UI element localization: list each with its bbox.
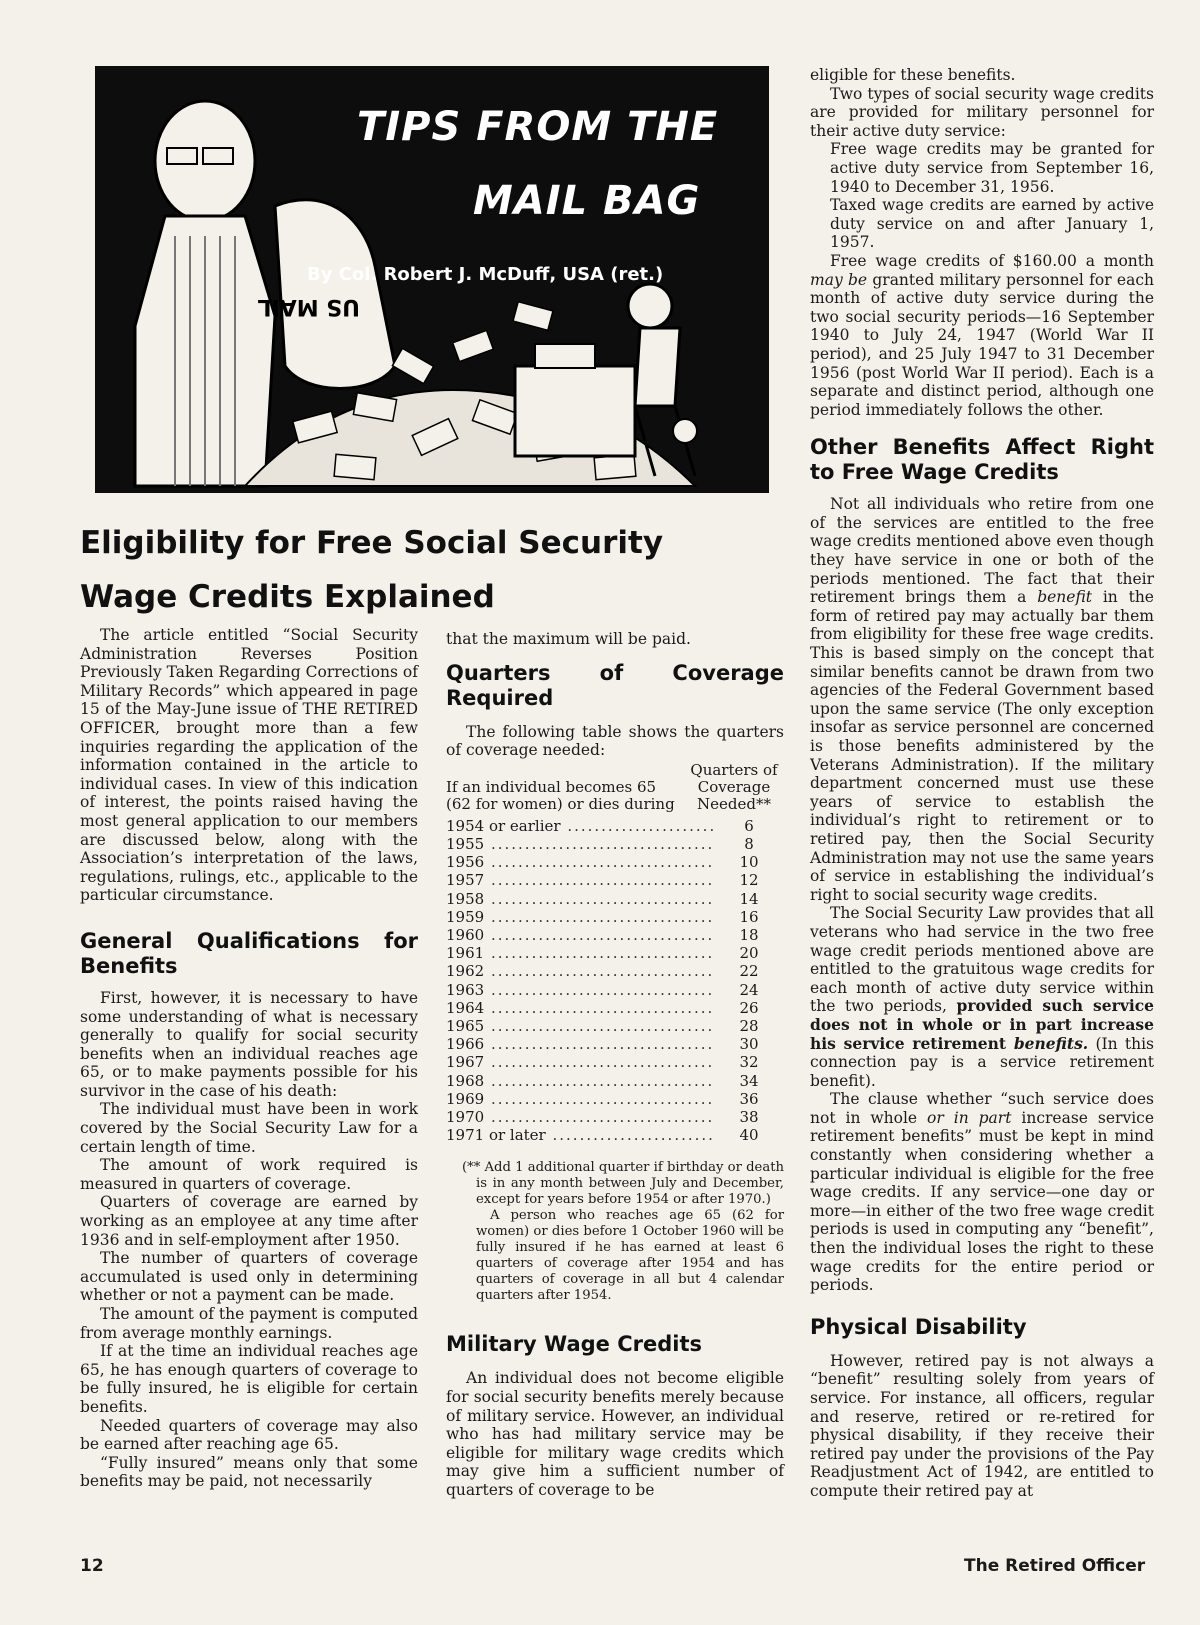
table-cell-quarters: 30 bbox=[739, 1035, 759, 1054]
general-qualifications-heading: General Qualifications for Benefits bbox=[80, 928, 418, 978]
paragraph: Free wage credits may be granted for active duty service from September 16, 1940 to December 31, 1956. bbox=[830, 140, 1154, 196]
paragraph: “Fully insured” means only that some benefits may be paid, not necessarily bbox=[80, 1453, 418, 1491]
table-cell-quarters: 24 bbox=[739, 980, 759, 999]
paragraph: If at the time an individual reaches age 65, he has enough quarters of coverage to be fully insured, he is eligible for certain benefits. bbox=[80, 1342, 418, 1416]
table-row bbox=[446, 890, 784, 908]
table-cell-quarters: 36 bbox=[739, 1089, 759, 1108]
table-cell-year: 1954 or earlier ..... bbox=[446, 817, 714, 835]
table-cell-year: 1962 ..... bbox=[446, 962, 714, 980]
table-cell-quarters: 22 bbox=[739, 962, 759, 981]
text-run-bold: provided such service does not in whole or in part increase his service retirement bbox=[810, 996, 1155, 1053]
table-cell-year: 1959 ..... bbox=[446, 908, 714, 926]
table-cell-quarters: 28 bbox=[739, 1017, 759, 1036]
text-run-italic: may be bbox=[810, 270, 868, 289]
table-cell-quarters: 10 bbox=[739, 853, 759, 872]
table-row bbox=[446, 1035, 784, 1053]
table-cell-year: 1963 ..... bbox=[446, 981, 714, 999]
table-cell-year: 1955 ..... bbox=[446, 835, 714, 853]
table-header-left: If an individual becomes 65 (62 for women) or dies during bbox=[446, 777, 675, 813]
text-run: granted military personnel for each month of active duty service during the two social security periods—16 September 1940 to July 24, 1947 (World War II period), and 25 July 1947 to 31 December 1956 (post World War II period). Each is a separate and distinct period, although one period immediately follows the other. bbox=[810, 270, 1154, 419]
table-cell-year: 1961 ..... bbox=[446, 944, 714, 962]
free-credits-paragraph bbox=[810, 252, 1154, 419]
footnote-1: (** Add 1 additional quarter if birthday or death is in any month between July and December, except for years before 1954 or after 1970.) bbox=[462, 1160, 784, 1208]
table-cell-year: 1960 ..... bbox=[446, 926, 714, 944]
table-cell-year: 1970 ..... bbox=[446, 1108, 714, 1126]
table-cell-quarters: 8 bbox=[744, 834, 754, 853]
coverage-table-header bbox=[446, 762, 784, 813]
paragraph: The amount of the payment is computed from average monthly earnings. bbox=[80, 1305, 418, 1342]
table-cell-quarters: 18 bbox=[739, 926, 759, 944]
table-cell-quarters: 14 bbox=[739, 889, 759, 908]
column-2 bbox=[446, 630, 784, 1500]
table-cell-year: 1966 ..... bbox=[446, 1035, 714, 1053]
table-row bbox=[446, 962, 784, 980]
continuation-text: that the maximum will be paid. bbox=[446, 630, 691, 648]
paragraph: The amount of work required is measured in quarters of coverage. bbox=[80, 1156, 418, 1193]
table-row bbox=[446, 1090, 784, 1108]
text-run: in the form of retired pay may actually bar them from eligibility for these free wage credits. This is based simply on the concept that similar benefits cannot be drawn from two agencies of the Federal Government based upon the same service (The only exception insofar as service personnel are concerned is those benefits administered by the Veterans Administration). If the military department concerned must use these years of service to establish the individual’s right to retirement or to retired pay, then the Social Security Administration may not use the same years of service in establishing the individual’s right to social security wage credits. bbox=[810, 588, 1154, 904]
table-row bbox=[446, 908, 784, 926]
coverage-table bbox=[446, 817, 784, 1145]
table-row bbox=[446, 1053, 784, 1071]
table-cell-quarters: 12 bbox=[739, 871, 759, 890]
other-benefits-heading: Other Benefits Affect Right to Free Wage Credits bbox=[810, 435, 1154, 485]
text-run: Free wage credits of $160.00 a month bbox=[830, 251, 1154, 270]
table-footnote bbox=[446, 1160, 784, 1304]
table-cell-year: 1964 ..... bbox=[446, 999, 714, 1017]
table-row bbox=[446, 944, 784, 962]
text-run-italic: or in part bbox=[927, 1108, 1012, 1127]
table-row bbox=[446, 1108, 784, 1126]
text-run-italic: benefit bbox=[1037, 588, 1093, 607]
table-row bbox=[446, 1126, 784, 1144]
quarters-coverage-heading: Quarters of Coverage Required bbox=[446, 660, 784, 710]
physical-disability-heading: Physical Disability bbox=[810, 1314, 1027, 1339]
header-banner bbox=[95, 66, 769, 493]
table-row bbox=[446, 999, 784, 1017]
text-run-bold-italic: benefits. bbox=[1013, 1033, 1089, 1053]
intro-paragraph: The article entitled “Social Security Administration Reverses Position Previously Taken Regarding Corrections of Military Records” which appeared in page 15 of the May-June issue of THE RETIRED OFFICER, brought more than a few inquiries regarding the application of the information contained in the article to individual cases. In view of this indication of interest, the points raised having the most general application to our members are discussed below, along with the Association’s interpretation of the laws, regulations, rulings, etc., applicable to the particular circumstance. bbox=[80, 626, 418, 905]
table-cell-quarters: 32 bbox=[739, 1053, 759, 1072]
table-cell-quarters: 40 bbox=[739, 1126, 759, 1145]
table-cell-quarters: 34 bbox=[739, 1071, 759, 1090]
table-cell-year: 1969 ..... bbox=[446, 1090, 714, 1108]
article-headline: Eligibility for Free Social Security Wage Credits Explained bbox=[80, 525, 664, 615]
table-cell-quarters: 16 bbox=[739, 907, 759, 926]
paragraph: Needed quarters of coverage may also be earned after reaching age 65. bbox=[80, 1416, 418, 1454]
table-row bbox=[446, 853, 784, 871]
other-benefits-paragraph-1 bbox=[810, 495, 1154, 904]
svg-text:US MAIL: US MAIL bbox=[257, 294, 360, 319]
paragraph: The individual must have been in work covered by the Social Security Law for a certain length of time. bbox=[80, 1100, 418, 1156]
paragraph: Taxed wage credits are earned by active duty service on and after January 1, 1957. bbox=[830, 196, 1154, 252]
banner-byline: By Col. Robert J. McDuff, USA (ret.) bbox=[307, 264, 664, 285]
table-header-right: Quarters of Coverage Needed** bbox=[690, 760, 778, 813]
table-cell-quarters: 38 bbox=[739, 1108, 759, 1127]
military-wage-credits-heading: Military Wage Credits bbox=[446, 1332, 703, 1357]
table-row bbox=[446, 926, 784, 944]
table-cell-quarters: 26 bbox=[739, 998, 759, 1017]
table-cell-quarters: 20 bbox=[739, 944, 759, 963]
table-cell-year: 1967 ..... bbox=[446, 1053, 714, 1071]
table-row bbox=[446, 1017, 784, 1035]
table-row bbox=[446, 981, 784, 999]
paragraph: First, however, it is necessary to have some understanding of what is necessary generally to qualify for social security benefits when an individual reaches age 65, or to make payments possible for his survivor in the case of his death: bbox=[80, 988, 418, 1100]
table-intro: The following table shows the quarters of coverage needed: bbox=[446, 722, 784, 760]
military-paragraph: An individual does not become eligible for social security benefits merely because of military service. However, an individual who has had military service may be eligible for military wage credits which may give him a sufficient number of quarters of coverage to be bbox=[446, 1369, 784, 1499]
table-cell-year: 1957 ..... bbox=[446, 871, 714, 889]
column-1 bbox=[80, 626, 418, 1491]
publication-name: The Retired Officer bbox=[964, 1556, 1146, 1576]
table-row bbox=[446, 1072, 784, 1090]
continuation-text: eligible for these benefits. bbox=[810, 66, 1016, 84]
paragraph: Quarters of coverage are earned by working as an employee at any time after 1936 and in self-employment after 1950. bbox=[80, 1193, 418, 1249]
other-benefits-paragraph-2 bbox=[810, 904, 1154, 1090]
table-row bbox=[446, 817, 784, 835]
table-row bbox=[446, 871, 784, 889]
other-benefits-paragraph-3 bbox=[810, 1090, 1154, 1295]
page-number: 12 bbox=[80, 1556, 104, 1576]
text-run: (In this connection pay is a service retirement benefit). bbox=[810, 1034, 1154, 1090]
paragraph: Two types of social security wage credits are provided for military personnel for their active duty service: bbox=[810, 84, 1154, 140]
text-run: The Social Security Law provides that all veterans who had service in the two free wage credit periods mentioned above are entitled to the gratuitous wage credits for each month of active duty service within the two periods, bbox=[810, 904, 1154, 1016]
text-run: increase service retirement benefits” must be kept in mind constantly when considering whether a particular individual is eligible for the free wage credits. If any service—one day or more—in either of the two free wage credit periods is used in computing any “benefit”, then the individual loses the right to these wage credits for the entire period or periods. bbox=[810, 1108, 1155, 1295]
footnote-2: A person who reaches age 65 (62 for women) or dies before 1 October 1960 will be fully insured if he has earned at least 6 quarters of coverage after 1954 and has quarters of coverage in all but 4 calendar quarters after 1954. bbox=[476, 1208, 784, 1304]
banner-title-line2: MAIL BAG bbox=[473, 178, 701, 224]
table-cell-year: 1956 ..... bbox=[446, 853, 714, 871]
text-run: The clause whether “such service does not in whole bbox=[810, 1090, 1154, 1127]
physical-disability-paragraph: However, retired pay is not always a “benefit” resulting solely from years of service. For instance, all officers, regular and reserve, retired or re-retired for physical disability, if they receive their retired pay under the provisions of the Pay Readjustment Act of 1942, are entitled to compute their retired pay at bbox=[810, 1351, 1154, 1500]
paragraph: The number of quarters of coverage accumulated is used only in determining whether or not a payment can be made. bbox=[80, 1249, 418, 1305]
table-cell-year: 1971 or later ..... bbox=[446, 1126, 714, 1144]
column-3 bbox=[810, 66, 1154, 1501]
table-cell-quarters: 6 bbox=[744, 816, 754, 835]
banner-title-line1: TIPS FROM THE bbox=[357, 104, 719, 150]
text-run: Not all individuals who retire from one of the services are entitled to the free wage credits mentioned above even though they have service in one or both of the periods mentioned. The fact that their retirement brings them a bbox=[810, 495, 1154, 607]
table-cell-year: 1965 ..... bbox=[446, 1017, 714, 1035]
table-cell-year: 1968 ..... bbox=[446, 1072, 714, 1090]
table-row bbox=[446, 835, 784, 853]
table-cell-year: 1958 ..... bbox=[446, 890, 714, 908]
